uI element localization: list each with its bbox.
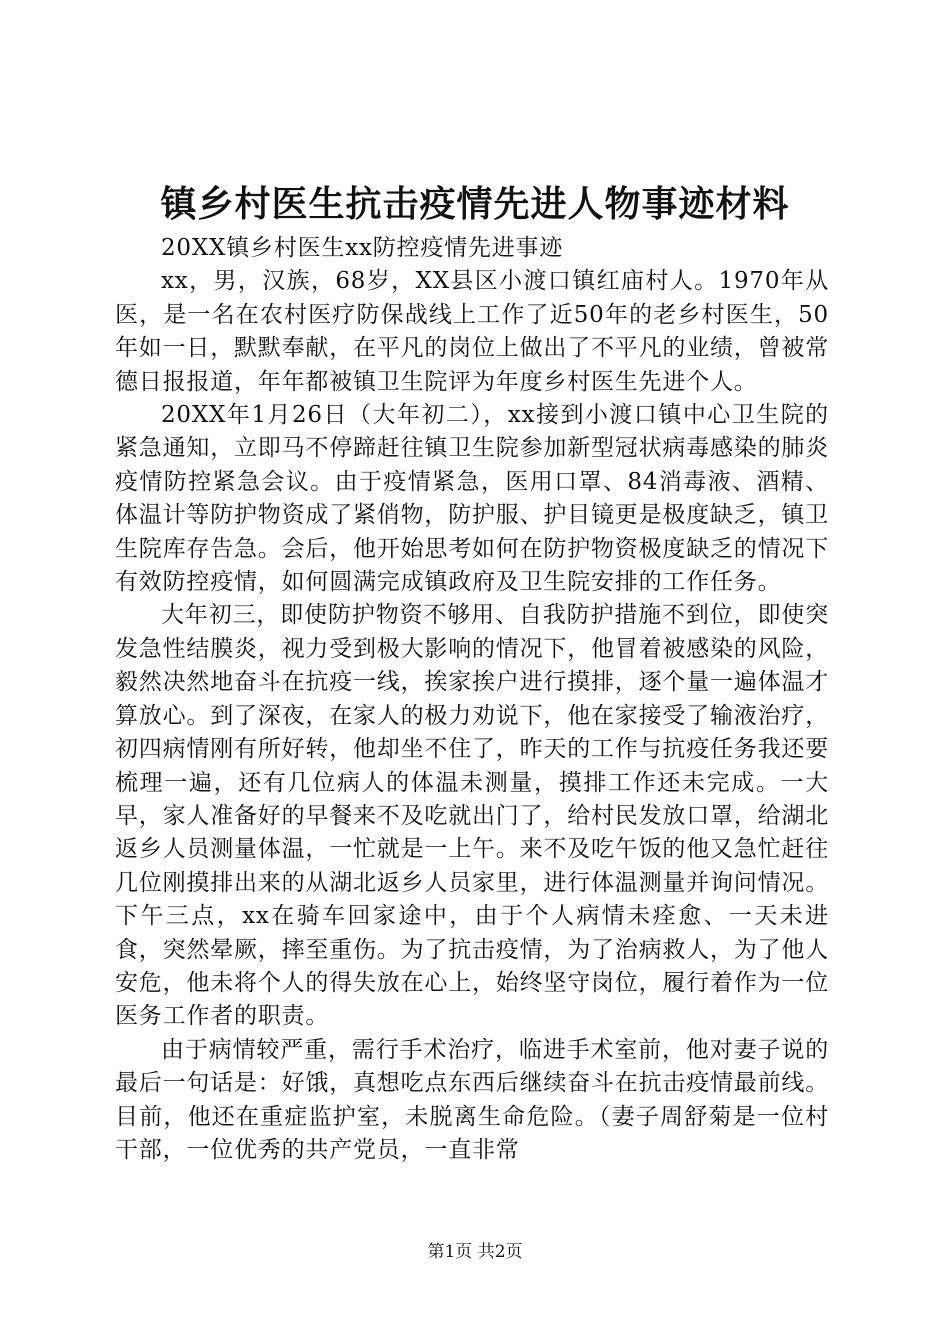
paragraph: 大年初三，即使防护物资不够用、自我防护措施不到位，即使突发急性结膜炎，视力受到极大影响的情况下，他冒着被感染的风险，毅然决然地奋斗在抗疫一线，挨家挨户进行摸排，逐个量一遍体温才算放心。到了深夜，在家人的极力劝说下，他在家接受了输液治疗，初四病情刚有所好转，他却坐不住了，昨天的工作与抗疫任务我还要梳理一遍，还有几位病人的体温未测量，摸排工作还未完成。一大早，家人准备好的早餐来不及吃就出门了，给村民发放口罩，给湖北返乡人员测量体温，一忙就是一上午。来不及吃午饭的他又急忙赶往几位刚摸排出来的从湖北返乡人员家里，进行体温测量并询问情况。下午三点，xx在骑车回家途中，由于个人病情未痊愈、一天未进食，突然晕厥，摔至重伤。为了抗击疫情，为了治病救人，为了他人安危，他未将个人的得失放在心上，始终坚守岗位，履行着作为一位医务工作者的职责。 — [115, 602, 829, 1030]
paragraph: xx，男，汉族，68岁，XX县区小渡口镇红庙村人。1970年从医，是一名在农村医疗防保战线上工作了近50年的老乡村医生，50年如一日，默默奉献，在平凡的岗位上做出了不平凡的业绩，曾被常德日报报道，年年都被镇卫生院评为年度乡村医生先进个人。 — [115, 268, 829, 395]
page-footer: 第1页 共2页 — [427, 1242, 523, 1262]
document-body — [115, 232, 829, 1167]
paragraph-subtitle: 20XX镇乡村医生xx防控疫情先进事迹 — [161, 235, 564, 261]
paragraph: 由于病情较严重，需行手术治疗，临进手术室前，他对妻子说的最后一句话是：好饿，真想吃点东西后继续奋斗在抗击疫情最前线。目前，他还在重症监护室，未脱离生命危险。（妻子周舒菊是一位村干部，一位优秀的共产党员，一直非常 — [115, 1036, 829, 1163]
document-title: 镇乡村医生抗击疫情先进人物事迹材料 — [160, 183, 790, 225]
paragraph: 20XX年1月26日（大年初二），xx接到小渡口镇中心卫生院的紧急通知，立即马不停蹄赶往镇卫生院参加新型冠状病毒感染的肺炎疫情防控紧急会议。由于疫情紧急，医用口罩、84消毒液、酒精、体温计等防护物资成了紧俏物，防护服、护目镜更是极度缺乏，镇卫生院库存告急。会后，他开始思考如何在防护物资极度缺乏的情况下有效防控疫情，如何圆满完成镇政府及卫生院安排的工作任务。 — [115, 402, 829, 596]
